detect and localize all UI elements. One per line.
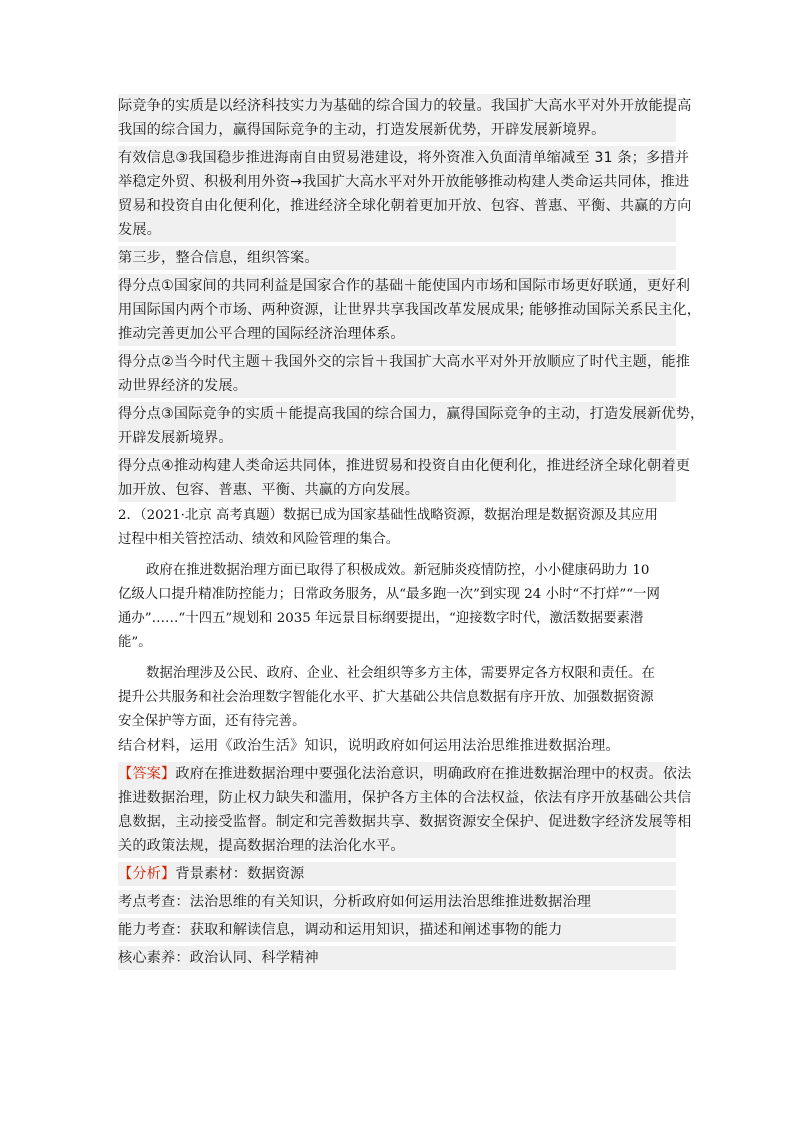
analysis-line: 考点考查：法治思维的有关知识，分析政府如何运用法治思维推进数据治理 — [118, 894, 592, 910]
analysis-suyang — [118, 946, 676, 970]
text-line: 贸易和投资自由化便利化，推进经济全球化朝着更加开放、包容、普惠、平衡、共赢的方向 — [118, 198, 692, 214]
analysis-background: 背景素材：数据资源 — [175, 866, 305, 882]
analysis-block — [118, 862, 676, 886]
question-intro-line: 过程中相关管控活动、绩效和风险管理的集合。 — [118, 532, 400, 547]
answer-text: 政府在推进数据治理中要强化法治意识，明确政府在推进数据治理中的权责。依法 — [175, 766, 692, 782]
text-line: 得分点③国际竞争的实质＋能提高我国的综合国力，赢得国际竞争的主动，打造发展新优势， — [118, 406, 705, 422]
question-2 — [118, 504, 676, 758]
solution-block-national-power — [118, 94, 692, 142]
scoring-point-4 — [118, 454, 691, 502]
text-line: 开辟发展新境界。 — [118, 430, 233, 446]
text-line: 推动完善更加公平合理的国际经济治理体系。 — [118, 326, 405, 342]
answer-block — [118, 762, 692, 858]
question-intro-line: 2．（2021·北京 高考真题）数据已成为国家基础性战略资源，数据治理是数据资源及其应用 — [118, 508, 658, 523]
material-line: 提升公共服务和社会治理数字智能化水平、扩大基础公共信息数据有序开放、加强数据资源 — [118, 690, 654, 705]
effective-info-3 — [118, 146, 692, 242]
text-line: 得分点④推动构建人类命运共同体，推进贸易和投资自由化便利化，推进经济全球化朝着更 — [118, 458, 691, 474]
text-line: 我国的综合国力，赢得国际竞争的主动，打造发展新优势，开辟发展新境界。 — [118, 122, 606, 138]
material-line: 数据治理涉及公民、政府、企业、社会组织等多方主体，需要界定各方权限和责任。在 — [146, 666, 655, 681]
text-line: 得分点①国家间的共同利益是国家合作的基础＋能使国内市场和国际市场更好联通，更好利 — [118, 278, 691, 294]
answer-line: 推进数据治理，防止权力缺失和滥用，保护各方主体的合法权益，依法有序开放基础公共信 — [118, 790, 692, 806]
text-line: 有效信息③我国稳步推进海南自由贸易港建设，将外资准入负面清单缩减至 31 条；多措并 — [118, 150, 690, 166]
text-line: 用国际国内两个市场、两种资源，让世界共享我国改革发展成果; 能够推动国际关系民主化， — [118, 302, 702, 318]
text-line: 际竞争的实质是以经济科技实力为基础的综合国力的较量。我国扩大高水平对外开放能提高 — [118, 98, 692, 114]
text-line: 得分点②当今时代主题＋我国外交的宗旨＋我国扩大高水平对外开放顺应了时代主题，能推 — [118, 354, 691, 370]
step-three — [118, 246, 676, 270]
text-line: 发展。 — [118, 222, 162, 238]
question-prompt: 结合材料，运用《政治生活》知识，说明政府如何运用法治思维推进数据治理。 — [118, 738, 620, 754]
analysis-nengli — [118, 918, 676, 942]
text-line: 加开放、包容、普惠、平衡、共赢的方向发展。 — [118, 482, 420, 498]
scoring-point-2 — [118, 350, 691, 398]
material-line: 安全保护等方面，还有待完善。 — [118, 714, 306, 729]
answer-line: 息数据，主动接受监督。制定和完善数据共享、数据资源安全保护、促进数字经济发展等相 — [118, 814, 692, 830]
scoring-point-1 — [118, 274, 702, 346]
material-line: 能”。 — [118, 635, 152, 650]
step-heading: 第三步，整合信息，组织答案。 — [118, 250, 319, 266]
analysis-line — [118, 862, 676, 886]
text-line: 举稳定外贸、积极利用外资→我国扩大高水平对外开放能够推动构建人类命运共同体，推进 — [118, 174, 690, 190]
scoring-point-3 — [118, 402, 705, 450]
analysis-line: 能力考查：获取和解读信息，调动和运用知识，描述和阐述事物的能力 — [118, 922, 563, 938]
material-line: 亿级人口提升精准防控能力；日常政务服务，从“最多跑一次”到实现 24 小时“不打烊”“一网 — [118, 587, 660, 602]
answer-line — [118, 762, 692, 786]
text-line: 动世界经济的发展。 — [118, 378, 248, 394]
document-page — [118, 94, 705, 970]
analysis-line: 核心素养：政治认同、科学精神 — [118, 950, 319, 966]
answer-line: 关的政策法规，提高数据治理的法治化水平。 — [118, 838, 405, 854]
analysis-tag: 【分析】 — [118, 866, 176, 882]
material-line: 通办”……“十四五”规划和 2035 年远景目标纲要提出，“迎接数字时代，激活数据要素潜 — [118, 611, 644, 626]
material-line: 政府在推进数据治理方面已取得了积极成效。新冠肺炎疫情防控，小小健康码助力 10 — [146, 563, 650, 578]
analysis-kaodian — [118, 890, 676, 914]
answer-tag: 【答案】 — [118, 766, 176, 782]
